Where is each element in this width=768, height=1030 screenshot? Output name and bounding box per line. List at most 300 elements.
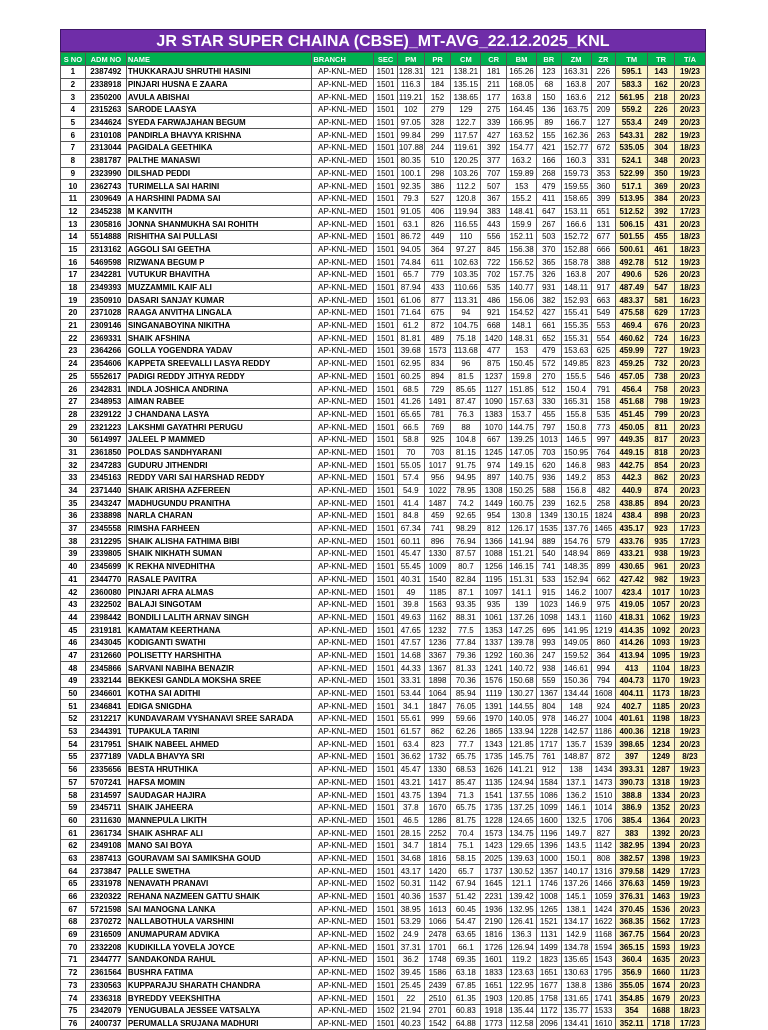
table-row [61,649,706,662]
cell-tm: 355.05 [616,979,648,992]
cell-zm: 149.85 [561,357,591,370]
cell-cr: 1237 [481,370,507,383]
cell-sno: 36 [61,510,86,523]
cell-zm: 150.4 [561,383,591,396]
result-sheet [60,29,706,1030]
cell-tm: 370.45 [616,903,648,916]
cell-ta: 20/23 [674,814,705,827]
cell-pm: 61.2 [397,319,424,332]
cell-br: 1651 [536,966,561,979]
cell-br: 479 [536,180,561,193]
cell-adm-no: 2310108 [85,129,126,142]
cell-pm: 33.31 [397,675,424,688]
cell-ta: 19/23 [674,649,705,662]
cell-branch: AP-KNL-MED [312,662,374,675]
cell-br: 1823 [536,954,561,967]
cell-name: J CHANDANA LASYA [126,408,311,421]
cell-tr: 526 [648,269,675,282]
table-row [61,459,706,472]
cell-sno: 58 [61,789,86,802]
cell-sno: 41 [61,573,86,586]
cell-pm: 28.15 [397,827,424,840]
cell-ta: 18/23 [674,281,705,294]
cell-sno: 62 [61,839,86,852]
cell-sec: 1501 [374,573,398,586]
cell-name: BYREDDY VEEKSHITHA [126,992,311,1005]
cell-ta: 20/23 [674,928,705,941]
cell-name: KOTHA SAI ADITHI [126,687,311,700]
cell-name: K REKHA NIVEDHITHA [126,560,311,573]
cell-sno: 57 [61,776,86,789]
cell-pm: 41.26 [397,395,424,408]
cell-cm: 77.84 [451,636,481,649]
cell-pr: 299 [424,129,451,142]
cell-zr: 994 [591,662,616,675]
cell-bm: 153 [507,180,537,193]
cell-br: 931 [536,281,561,294]
cell-zr: 1622 [591,916,616,929]
cell-branch: AP-KNL-MED [312,852,374,865]
table-row [61,357,706,370]
cell-name: POLDAS SANDHYARANI [126,446,311,459]
cell-branch: AP-KNL-MED [312,192,374,205]
cell-tm: 404.73 [616,675,648,688]
cell-adm-no: 2345238 [85,205,126,218]
cell-pm: 49.63 [397,611,424,624]
cell-branch: AP-KNL-MED [312,725,374,738]
cell-tm: 524.1 [616,154,648,167]
cell-adm-no: 5514888 [85,230,126,243]
cell-br: 1196 [536,827,561,840]
cell-adm-no: 2345163 [85,472,126,485]
table-row [61,738,706,751]
cell-cr: 443 [481,218,507,231]
cell-tm: 400.36 [616,725,648,738]
cell-sno: 42 [61,586,86,599]
cell-pr: 1022 [424,484,451,497]
cell-cr: 535 [481,281,507,294]
cell-tr: 282 [648,129,675,142]
cell-tr: 1170 [648,675,675,688]
cell-sno: 66 [61,890,86,903]
cell-zr: 1160 [591,611,616,624]
cell-name: RASALE PAVITRA [126,573,311,586]
cell-sec: 1501 [374,484,398,497]
cell-bm: 137.55 [507,789,537,802]
cell-zr: 1186 [591,725,616,738]
cell-br: 915 [536,586,561,599]
cell-cr: 667 [481,433,507,446]
cell-pm: 74.84 [397,256,424,269]
cell-zr: 1608 [591,687,616,700]
cell-bm: 123.63 [507,966,537,979]
cell-ta: 20/23 [674,979,705,992]
cell-br: 1357 [536,865,561,878]
cell-zr: 127 [591,116,616,129]
cell-cr: 1423 [481,839,507,852]
cell-adm-no: 2345558 [85,522,126,535]
cell-bm: 152.11 [507,230,537,243]
cell-zm: 135.65 [561,954,591,967]
cell-cm: 51.42 [451,890,481,903]
cell-pr: 1670 [424,801,451,814]
cell-bm: 165.26 [507,66,537,79]
cell-br: 559 [536,675,561,688]
cell-zm: 148.11 [561,281,591,294]
cell-zr: 1004 [591,713,616,726]
cell-br: 588 [536,484,561,497]
cell-zr: 791 [591,383,616,396]
cell-name: HAFSA MOMIN [126,776,311,789]
cell-pr: 386 [424,180,451,193]
cell-tr: 818 [648,446,675,459]
cell-zm: 156.8 [561,484,591,497]
cell-branch: AP-KNL-MED [312,484,374,497]
cell-br: 889 [536,535,561,548]
cell-zm: 136.2 [561,789,591,802]
cell-cr: 1576 [481,675,507,688]
cell-pm: 119.21 [398,92,423,102]
cell-bm: 156.38 [507,243,537,256]
cell-sec: 1501 [374,510,398,523]
cell-cm: 87.57 [451,548,481,561]
cell-zr: 853 [591,472,616,485]
cell-tr: 1334 [648,789,675,802]
cell-sno: 30 [61,433,86,446]
cell-cm: 87.1 [451,586,481,599]
cell-sec: 1501 [374,66,398,79]
cell-ta: 19/23 [674,167,705,180]
table-row [61,624,706,637]
cell-ta: 20/23 [674,472,705,485]
cell-bm: 156.52 [507,256,537,269]
cell-cm: 60.45 [451,903,481,916]
cell-sno: 53 [61,725,86,738]
cell-sec: 1501 [374,78,398,91]
cell-pm: 25.45 [397,979,424,992]
cell-adm-no: 2373847 [85,865,126,878]
cell-br: 1758 [536,992,561,1005]
cell-pm: 58.8 [397,433,424,446]
cell-zm: 166.6 [561,218,591,231]
cell-tr: 938 [648,548,675,561]
cell-bm: 159.8 [507,370,537,383]
cell-br: 620 [536,459,561,472]
cell-zr: 1610 [591,1017,616,1030]
cell-zr: 554 [591,332,616,345]
cell-tm: 459.25 [616,357,648,370]
cell-pm: 41.4 [397,497,424,510]
cell-pm: 45.47 [397,548,424,561]
cell-zr: 924 [591,700,616,713]
cell-br: 1228 [536,725,561,738]
cell-adm-no: 2336318 [85,992,126,1005]
cell-cr: 1735 [481,801,507,814]
cell-name: SAI MANOGNA LANKA [126,903,311,916]
cell-tm: 401.61 [616,713,648,726]
cell-br: 1535 [536,522,561,535]
cell-pr: 834 [424,357,451,370]
cell-sec: 1501 [374,751,398,764]
cell-sno: 2 [61,78,86,91]
cell-adm-no: 2344770 [85,573,126,586]
cell-pm: 65.7 [397,269,424,282]
cell-ta: 20/23 [674,624,705,637]
cell-sno: 17 [61,269,86,282]
cell-pr: 2439 [424,979,451,992]
cell-zr: 899 [591,560,616,573]
cell-tr: 249 [648,116,675,129]
cell-br: 1023 [536,598,561,611]
cell-name: GOLLA YOGENDRA YADAV [126,345,311,358]
cell-bm: 151.21 [507,548,537,561]
cell-pr: 279 [424,104,451,117]
cell-name: MANO SAI BOYA [126,839,311,852]
cell-zm: 148.35 [561,560,591,573]
cell-tm: 543.31 [616,129,648,142]
cell-br: 155 [536,129,561,142]
cell-bm: 139.25 [507,433,537,446]
cell-branch: AP-KNL-MED [312,104,374,117]
cell-ta: 20/23 [674,192,705,205]
cell-branch: AP-KNL-MED [312,1004,374,1017]
cell-branch: AP-KNL-MED [312,713,374,726]
cell-ta: 19/23 [674,852,705,865]
cell-sec: 1501 [374,941,398,954]
cell-pr: 184 [424,78,451,91]
cell-sno: 49 [61,675,86,688]
cell-bm: 141.21 [507,763,537,776]
cell-name: M KANVITH [126,205,311,218]
cell-sno: 28 [61,408,86,421]
cell-tm: 553.4 [616,116,648,129]
cell-tm: 352.11 [616,1017,648,1030]
cell-tr: 862 [648,472,675,485]
cell-tm: 433.76 [616,535,648,548]
cell-br: 1000 [536,852,561,865]
table-row [61,573,706,586]
cell-cr: 1449 [481,497,507,510]
cell-cr: 211 [481,78,507,91]
cell-bm: 150.68 [507,675,537,688]
cell-pr: 1847 [424,700,451,713]
cell-name: SARODE LAASYA [126,104,311,117]
cell-zm: 138.8 [561,979,591,992]
cell-zm: 143.5 [561,839,591,852]
cell-pm: 55.45 [397,560,424,573]
cell-zm: 150.8 [561,421,591,434]
cell-sec: 1501 [374,129,398,142]
cell-bm: 121.1 [507,878,537,891]
cell-pr: 779 [424,269,451,282]
cell-sno: 34 [61,484,86,497]
cell-adm-no: 2349108 [85,839,126,852]
cell-adm-no: 2343247 [85,497,126,510]
cell-pr: 894 [424,370,451,383]
cell-tr: 732 [648,357,675,370]
cell-name: SAUDAGAR HAJIRA [126,789,311,802]
cell-tr: 1635 [648,954,675,967]
cell-adm-no: 5721598 [85,903,126,916]
cell-pr: 872 [424,319,451,332]
cell-cm: 138.65 [451,91,481,104]
cell-zm: 146.1 [561,801,591,814]
table-row [61,713,706,726]
cell-zm: 143.1 [561,611,591,624]
cell-tm: 404.11 [616,687,648,700]
cell-pr: 781 [424,408,451,421]
cell-zr: 331 [591,154,616,167]
cell-pm: 34.68 [397,852,424,865]
cell-zr: 1466 [591,878,616,891]
cell-zm: 142.57 [561,725,591,738]
cell-zr: 353 [591,167,616,180]
cell-cr: 1088 [481,548,507,561]
cell-pm: 40.23 [397,1017,424,1030]
cell-cm: 74.2 [451,497,481,510]
cell-br: 239 [536,497,561,510]
cell-cr: 1903 [481,992,507,1005]
cell-ta: 20/23 [674,319,705,332]
cell-cm: 116.55 [451,218,481,231]
cell-pr: 925 [424,433,451,446]
cell-bm: 150.25 [507,484,537,497]
table-row [61,827,706,840]
cell-br: 267 [536,218,561,231]
cell-sno: 23 [61,345,86,358]
cell-sec: 1501 [374,827,398,840]
cell-cm: 92.65 [451,510,481,523]
cell-adm-no: 2319181 [85,624,126,637]
cell-ta: 20/23 [674,992,705,1005]
cell-cm: 103.35 [451,269,481,282]
table-row [61,433,706,446]
cell-cr: 1241 [481,662,507,675]
cell-zr: 1434 [591,763,616,776]
cell-pm: 99.84 [397,129,424,142]
cell-zr: 1316 [591,865,616,878]
cell-pr: 729 [424,383,451,396]
cell-pr: 1286 [424,814,451,827]
cell-cm: 81.5 [451,370,481,383]
cell-tm: 418.31 [616,611,648,624]
cell-branch: AP-KNL-MED [312,548,374,561]
cell-sec: 1502 [374,878,398,891]
cell-tm: 354.85 [616,992,648,1005]
cell-br: 166 [536,154,561,167]
cell-branch: AP-KNL-MED [312,598,374,611]
column-header-zr: ZR [591,53,616,66]
cell-cr: 1420 [481,332,507,345]
cell-name: RIMSHA FARHEEN [126,522,311,535]
cell-adm-no: 2398442 [85,611,126,624]
cell-name: TURIMELLA SAI HARINI [126,180,311,193]
cell-name: YENUGUBALA JESSEE VATSALYA [126,1004,311,1017]
cell-ta: 20/23 [674,104,705,117]
cell-cm: 76.05 [451,700,481,713]
column-header-br: BR [536,53,561,66]
cell-branch: AP-KNL-MED [312,142,374,155]
cell-sec: 1501 [374,789,398,802]
cell-branch: AP-KNL-MED [312,433,374,446]
table-row [61,332,706,345]
cell-sno: 46 [61,636,86,649]
cell-adm-no: 2335656 [85,763,126,776]
cell-pm: 44.33 [397,662,424,675]
cell-ta: 19/23 [674,345,705,358]
cell-zm: 152.94 [561,573,591,586]
cell-cm: 103.26 [451,167,481,180]
cell-sno: 44 [61,611,86,624]
cell-branch: AP-KNL-MED [312,66,374,79]
cell-tm: 492.78 [616,256,648,269]
cell-sno: 52 [61,713,86,726]
cell-branch: AP-KNL-MED [312,256,374,269]
cell-cm: 70.36 [451,675,481,688]
cell-tm: 398.65 [616,738,648,751]
cell-zm: 146.8 [561,459,591,472]
cell-branch: AP-KNL-MED [312,522,374,535]
cell-bm: 130.27 [507,687,537,700]
table-row [61,941,706,954]
cell-zm: 148 [561,700,591,713]
cell-ta: 19/23 [674,763,705,776]
cell-branch: AP-KNL-MED [312,649,374,662]
cell-bm: 159.89 [507,167,537,180]
table-row [61,535,706,548]
cell-pm: 22 [397,992,424,1005]
cell-ta: 18/23 [674,713,705,726]
cell-sno: 65 [61,878,86,891]
cell-cr: 974 [481,459,507,472]
cell-zm: 165.31 [561,395,591,408]
cell-pm: 62.95 [397,357,424,370]
cell-tm: 414.26 [616,636,648,649]
cell-tm: 382.95 [616,839,648,852]
cell-pm: 37.31 [397,941,424,954]
cell-tr: 304 [648,142,675,155]
cell-adm-no: 2338898 [85,510,126,523]
table-row [61,776,706,789]
cell-zr: 1424 [591,903,616,916]
cell-name: PALLE SWETHA [126,865,311,878]
cell-pr: 611 [424,256,451,269]
cell-pr: 1330 [424,763,451,776]
cell-cm: 82.84 [451,573,481,586]
cell-adm-no: 2329122 [85,408,126,421]
cell-name: NARLA CHARAN [126,510,311,523]
cell-cr: 921 [481,307,507,320]
cell-bm: 163.2 [507,154,537,167]
cell-bm: 153 [507,345,537,358]
cell-zr: 207 [591,269,616,282]
cell-branch: AP-KNL-MED [312,154,374,167]
cell-branch: AP-KNL-MED [312,903,374,916]
cell-branch: AP-KNL-MED [312,497,374,510]
cell-tr: 1185 [648,700,675,713]
cell-branch: AP-KNL-MED [312,611,374,624]
cell-adm-no: 2349393 [85,281,126,294]
cell-tm: 442.3 [616,472,648,485]
cell-zr: 764 [591,446,616,459]
cell-name: A HARSHINI PADMA SAI [126,192,311,205]
cell-ta: 20/23 [674,497,705,510]
cell-pr: 1417 [424,776,451,789]
cell-br: 2096 [536,1017,561,1030]
cell-name: SHAIK ALISHA FATHIMA BIBI [126,535,311,548]
cell-sec: 1502 [374,1004,398,1017]
cell-pr: 2252 [424,827,451,840]
